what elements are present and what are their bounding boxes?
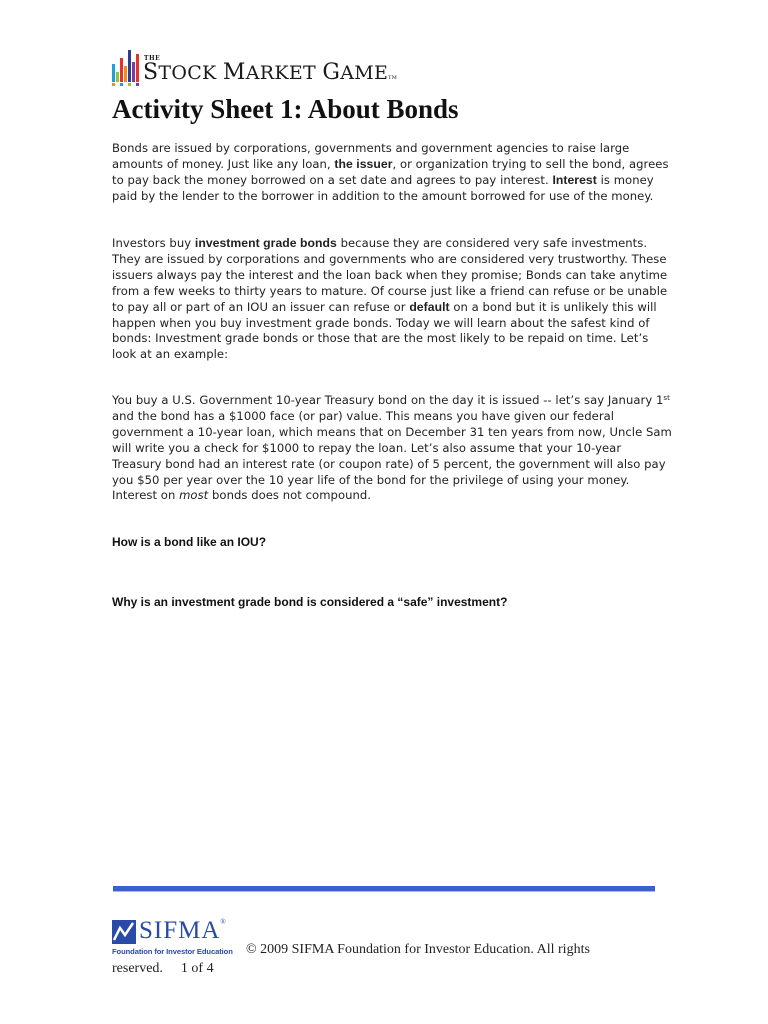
trademark-mark: TM bbox=[388, 75, 398, 81]
logo-wordmark: STOCK MARKET GAMETM bbox=[143, 60, 398, 85]
question-bond-like-iou: How is a bond like an IOU? bbox=[112, 535, 267, 549]
bar-chart-logo-icon bbox=[112, 44, 140, 86]
stock-market-game-logo bbox=[112, 44, 412, 92]
paragraph-bonds-intro: Bonds are issued by corporations, governments and government agencies to raise large amounts of money. Just like any loan, the issuer, or organization trying to sell the bond, agrees to pay back the money borrowed on a set date and agrees to pay interest. Interest is money paid by the lender to the borrower in addition to the amount borrowed for use of the money. bbox=[112, 141, 669, 203]
page-number: 1 of 4 bbox=[180, 961, 214, 976]
sifma-wordmark: SIFMA® bbox=[139, 917, 226, 944]
sifma-mark-icon bbox=[112, 920, 136, 944]
sifma-logo bbox=[112, 919, 242, 959]
copyright-line-2: reserved. 1 of 4 bbox=[112, 961, 214, 976]
term-investment-grade-bonds: investment grade bonds bbox=[194, 236, 337, 250]
paragraph-investment-grade: Investors buy investment grade bonds because they are considered very safe investments. They are issued by corporations and governments who are considered very trustworthy. These issuers always pay the interest and the loan back when they promise; Bonds can take anytime from a few weeks to thirty years to mature. Of course just like a friend can refuse or be unable to pay all or part of an IOU an issuer can refuse or default on a bond but it is unlikely this will happen when you buy investment grade bonds. Today we will learn about the safest kind of bonds: Investment grade bonds or those that are the most likely to be repaid on time. Let’s look at an example: bbox=[112, 236, 668, 362]
paragraph-example: You buy a U.S. Government 10-year Treasury bond on the day it is issued -- let’s say January 1st and the bond has a $1000 face (or par) value. This means you have given our federal government a 10-year loan, which means that on December 31 ten years from now, Uncle Sam will write you a check for $1000 to repay the loan. Let’s also assume that your 10-year Treasury bond had an interest rate (or coupon rate) of 5 percent, the government will also pay you $50 per year over the 10 year life of the bond for the privilege of using your money. Interest on most bonds does not compound. bbox=[112, 393, 672, 503]
sifma-tagline: Foundation for Investor Education bbox=[112, 947, 233, 956]
page-title: Activity Sheet 1: About Bonds bbox=[112, 94, 459, 124]
term-default: default bbox=[409, 299, 450, 314]
copyright-line-1: © 2009 SIFMA Foundation for Investor Education. All rights bbox=[246, 942, 590, 957]
question-safe-investment: Why is an investment grade bond is considered a “safe” investment? bbox=[112, 595, 508, 609]
emphasis-most: most bbox=[179, 488, 209, 503]
logo-the-text: THE bbox=[144, 55, 161, 62]
term-the-issuer: the issuer bbox=[334, 156, 393, 171]
superscript-st: st bbox=[663, 394, 670, 402]
term-interest: Interest bbox=[552, 172, 597, 187]
footer-divider bbox=[113, 886, 655, 892]
